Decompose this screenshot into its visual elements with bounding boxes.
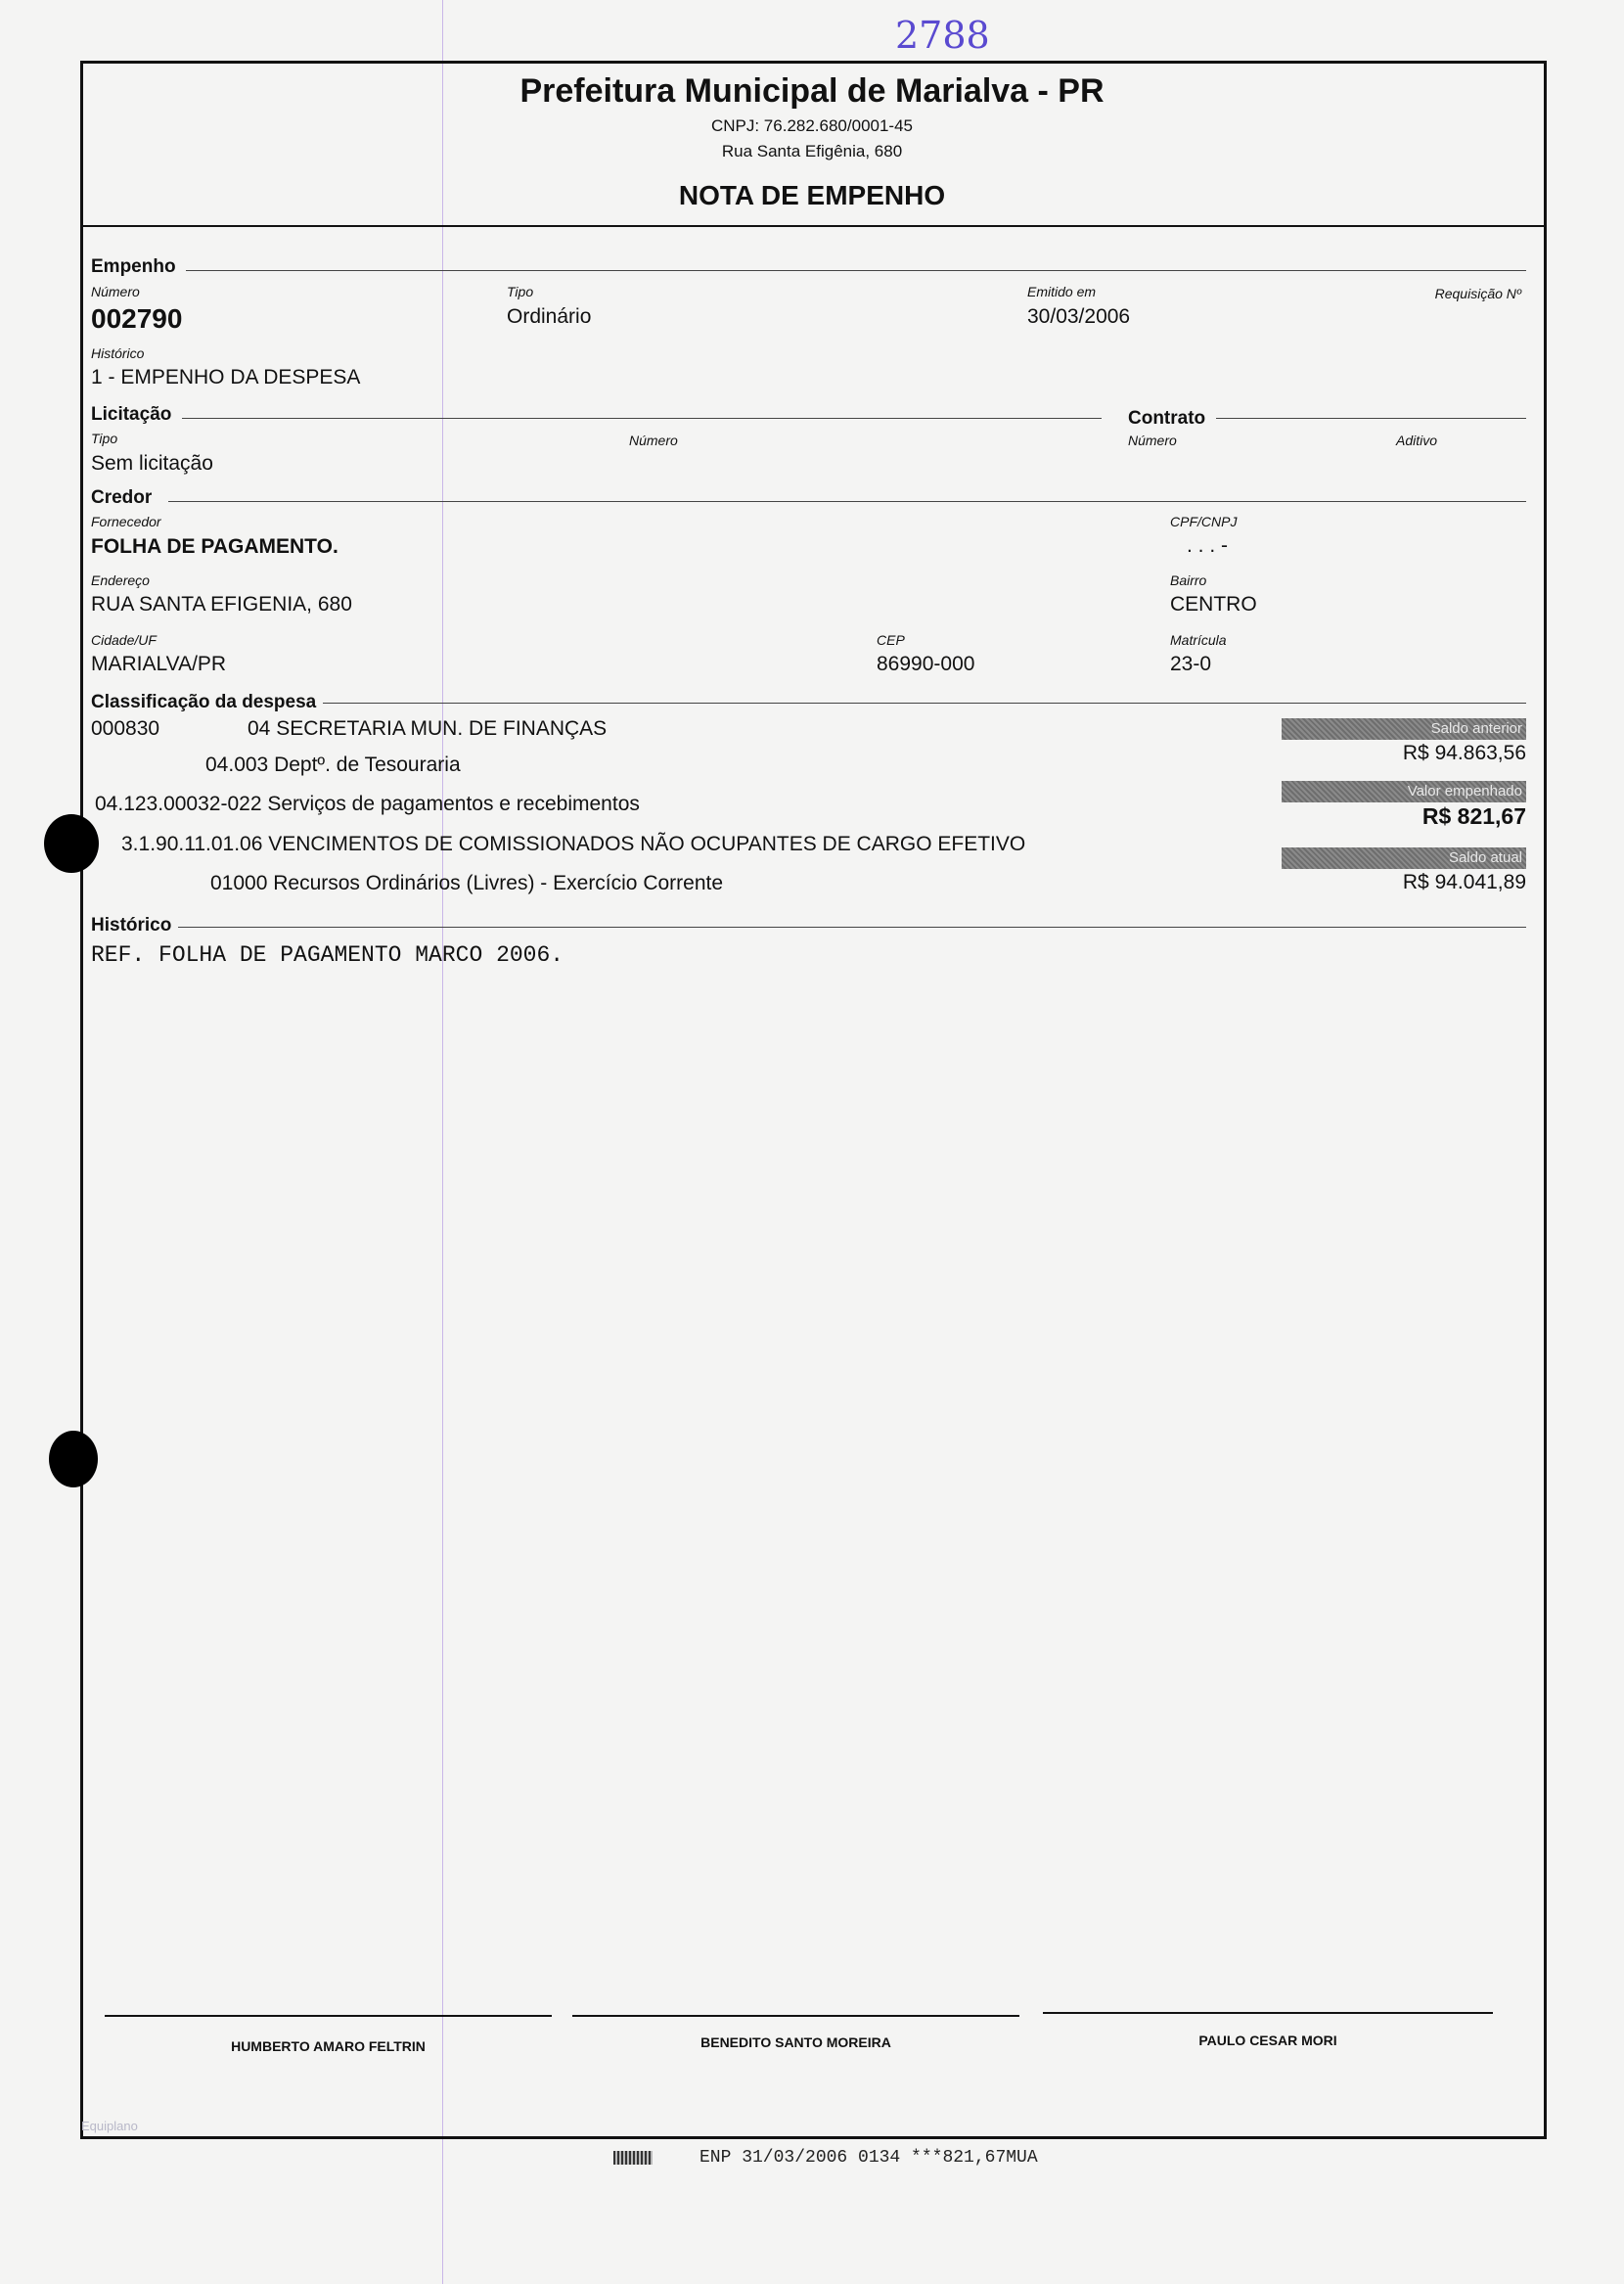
footer-brand: Equiplano bbox=[81, 2119, 138, 2133]
header-address: Rua Santa Efigênia, 680 bbox=[721, 142, 903, 160]
empenho-tipo-label: Tipo bbox=[507, 284, 534, 299]
receipt-stamp: ENP 31/03/2006 0134 ***821,67MUA bbox=[699, 2148, 1038, 2168]
cnpj: CNPJ: 76.282.680/0001-45 bbox=[710, 116, 914, 135]
classificacao-recurso: 01000 Recursos Ordinários (Livres) - Exercício Corrente bbox=[210, 872, 724, 894]
matricula: 23-0 bbox=[1170, 653, 1212, 675]
classificacao-orgao: 04 SECRETARIA MUN. DE FINANÇAS bbox=[248, 717, 608, 740]
signature-name-3: PAULO CESAR MORI bbox=[1198, 2033, 1337, 2048]
saldo-anterior: R$ 94.863,56 bbox=[1402, 742, 1526, 764]
contrato-rule bbox=[1216, 418, 1526, 419]
cep: 86990-000 bbox=[877, 653, 975, 675]
fornecedor: FOLHA DE PAGAMENTO. bbox=[91, 535, 338, 558]
licitacao-tipo: Sem licitação bbox=[91, 452, 213, 475]
punch-hole-top bbox=[44, 814, 99, 873]
valor-empenhado-label: Valor empenhado bbox=[1282, 781, 1526, 802]
empenho-numero: 002790 bbox=[91, 303, 183, 334]
empenho-tipo: Ordinário bbox=[507, 305, 592, 328]
empenho-rule bbox=[186, 270, 1526, 271]
classificacao-funcional: 04.123.00032-022 Serviços de pagamentos e recebimentos bbox=[95, 793, 640, 815]
cpf-cnpj: . . . - bbox=[1187, 534, 1228, 557]
stamp-mark bbox=[613, 2151, 653, 2165]
classificacao-section-label: Classificação da despesa bbox=[91, 692, 317, 712]
historico-rule bbox=[178, 927, 1526, 928]
signature-line-1 bbox=[105, 2015, 552, 2017]
emitido-date: 30/03/2006 bbox=[1027, 305, 1131, 328]
fornecedor-label: Fornecedor bbox=[91, 514, 161, 529]
endereco: RUA SANTA EFIGENIA, 680 bbox=[91, 593, 352, 616]
classificacao-rule bbox=[323, 703, 1526, 704]
cidade: MARIALVA/PR bbox=[91, 653, 227, 675]
signature-name-2: BENEDITO SANTO MOREIRA bbox=[700, 2034, 891, 2050]
historico-text: REF. FOLHA DE PAGAMENTO MARCO 2006. bbox=[91, 942, 564, 968]
empenho-historico: 1 - EMPENHO DA DESPESA bbox=[91, 366, 361, 388]
signature-line-3 bbox=[1043, 2012, 1493, 2014]
matricula-label: Matrícula bbox=[1170, 632, 1227, 648]
contrato-numero-label: Número bbox=[1128, 433, 1177, 448]
header-divider bbox=[80, 225, 1544, 227]
licitacao-tipo-label: Tipo bbox=[91, 431, 118, 446]
document-title: NOTA DE EMPENHO bbox=[678, 180, 946, 210]
saldo-atual: R$ 94.041,89 bbox=[1402, 871, 1526, 893]
credor-section-label: Credor bbox=[91, 487, 153, 508]
saldo-anterior-label: Saldo anterior bbox=[1282, 718, 1526, 740]
cep-label: CEP bbox=[877, 632, 905, 648]
licitacao-rule bbox=[182, 418, 1102, 419]
endereco-label: Endereço bbox=[91, 572, 150, 588]
empenho-section-label: Empenho bbox=[91, 256, 176, 277]
handwritten-page-number: 2788 bbox=[895, 14, 990, 57]
signature-name-1: HUMBERTO AMARO FELTRIN bbox=[231, 2038, 426, 2054]
credor-rule bbox=[168, 501, 1526, 502]
contrato-section-label: Contrato bbox=[1128, 408, 1206, 429]
signature-line-2 bbox=[572, 2015, 1019, 2017]
classificacao-elemento: 3.1.90.11.01.06 VENCIMENTOS DE COMISSIONADOS NÃO OCUPANTES DE CARGO EFETIVO bbox=[121, 833, 1026, 855]
municipality-title: Prefeitura Municipal de Marialva - PR bbox=[519, 72, 1105, 110]
licitacao-numero-label: Número bbox=[629, 433, 678, 448]
cpf-cnpj-label: CPF/CNPJ bbox=[1170, 514, 1238, 529]
historico-section-label: Histórico bbox=[91, 915, 172, 936]
licitacao-section-label: Licitação bbox=[91, 404, 172, 425]
classificacao-unidade: 04.003 Deptº. de Tesouraria bbox=[205, 754, 461, 776]
emitido-label: Emitido em bbox=[1027, 284, 1097, 299]
empenho-numero-label: Número bbox=[91, 284, 140, 299]
cidade-label: Cidade/UF bbox=[91, 632, 157, 648]
punch-hole-bottom bbox=[49, 1431, 98, 1487]
valor-empenhado: R$ 821,67 bbox=[1421, 803, 1526, 829]
empenho-historico-label: Histórico bbox=[91, 345, 145, 361]
bairro: CENTRO bbox=[1170, 593, 1257, 616]
contrato-aditivo-label: Aditivo bbox=[1396, 433, 1438, 448]
saldo-atual-label: Saldo atual bbox=[1282, 847, 1526, 869]
requisicao-label: Requisição Nº bbox=[1434, 286, 1521, 301]
bairro-label: Bairro bbox=[1170, 572, 1207, 588]
classificacao-code: 000830 bbox=[91, 717, 160, 740]
